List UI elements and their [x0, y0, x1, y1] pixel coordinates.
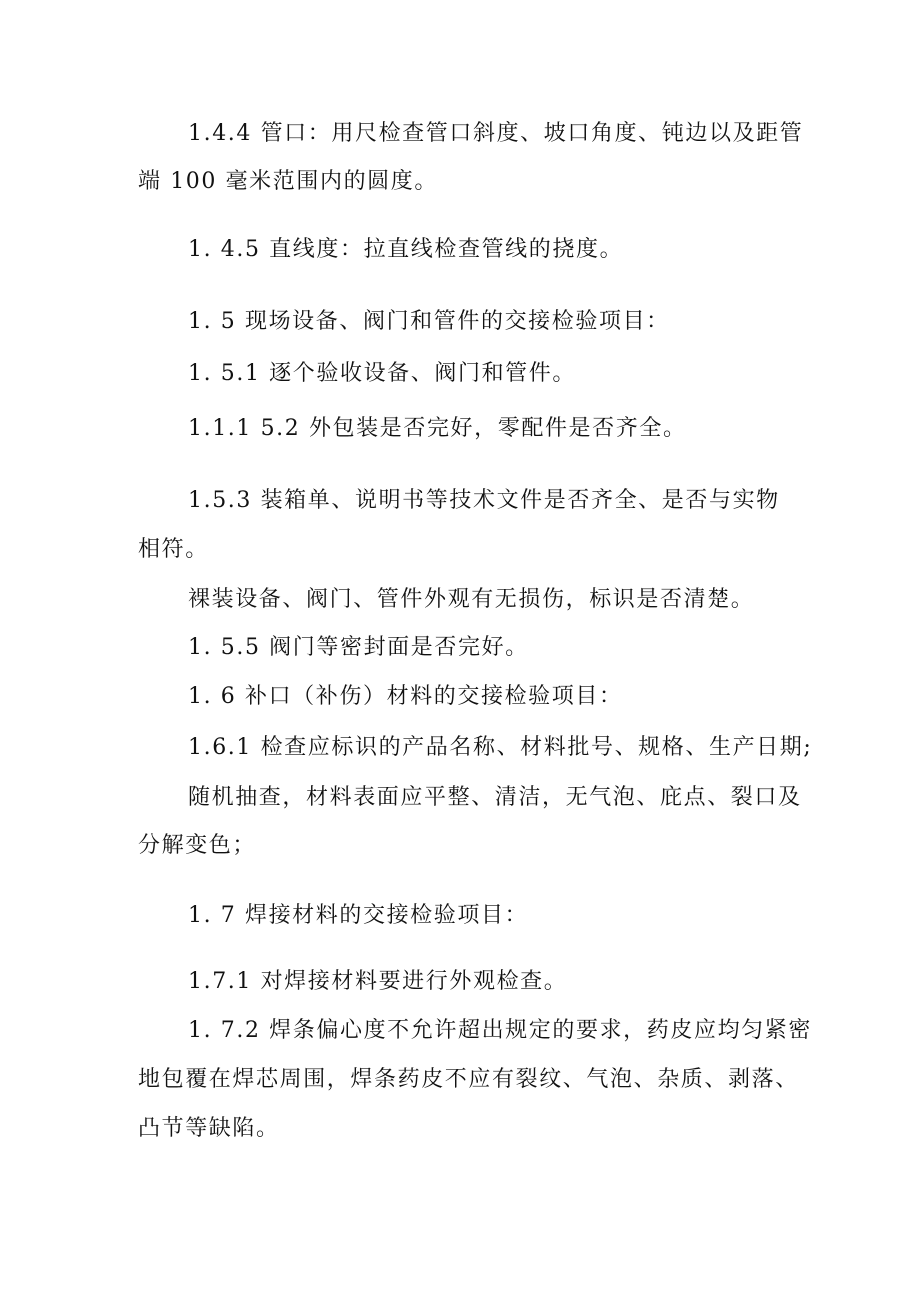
paragraph-1-6-1: 1.6.1 检查应标识的产品名称、材料批号、规格、生产日期; [188, 735, 813, 760]
paragraph-1-5-5: 1. 5.5 阀门等密封面是否完好。 [188, 635, 529, 660]
paragraph-5-1: 1. 5.1 逐个验收设备、阀门和管件。 [188, 361, 576, 386]
paragraph-1-5-3-line-1: 1.5.3 装箱单、说明书等技术文件是否齐全、是否与实物 [188, 488, 780, 513]
paragraph-1-7-2-line-2: 地包覆在焊芯周围，焊条药皮不应有裂纹、气泡、杂质、剥落、 [138, 1067, 799, 1092]
paragraph-random-check-line-1: 随机抽查，材料表面应平整、清洁，无气泡、庇点、裂口及 [188, 785, 802, 810]
paragraph-1-4-4-line-1: 1.4.4 管口：用尺检查管口斜度、坡口角度、钝边以及距管 [188, 121, 804, 146]
paragraph-1-7-1: 1.7.1 对焊接材料要进行外观检查。 [188, 969, 568, 994]
paragraph-random-check-line-2: 分解变色； [138, 833, 257, 858]
paragraph-1-7-2-line-3: 凸节等缺陷。 [138, 1116, 280, 1141]
paragraph-1-5-3-line-2: 相符。 [138, 537, 209, 562]
paragraph-1-4-4-line-2: 端 100 毫米范围内的圆度。 [138, 169, 438, 194]
heading-1-7: 1. 7 焊接材料的交接检验项目： [188, 903, 529, 928]
paragraph-bare-equipment: 裸装设备、阀门、管件外观有无损伤，标识是否清楚。 [188, 587, 755, 612]
paragraph-1-4-5: 1. 4.5 直线度：拉直线检查管线的挠度。 [188, 237, 624, 262]
paragraph-1-7-2-line-1: 1. 7.2 焊条偏心度不允许超出规定的要求，药皮应均匀紧密 [188, 1018, 812, 1043]
paragraph-5-2: 1.1.1 5.2 外包装是否完好，零配件是否齐全。 [188, 416, 687, 441]
heading-1-5: 1. 5 现场设备、阀门和管件的交接检验项目： [188, 309, 670, 334]
heading-1-6: 1. 6 补口（补伤）材料的交接检验项目： [188, 684, 623, 709]
